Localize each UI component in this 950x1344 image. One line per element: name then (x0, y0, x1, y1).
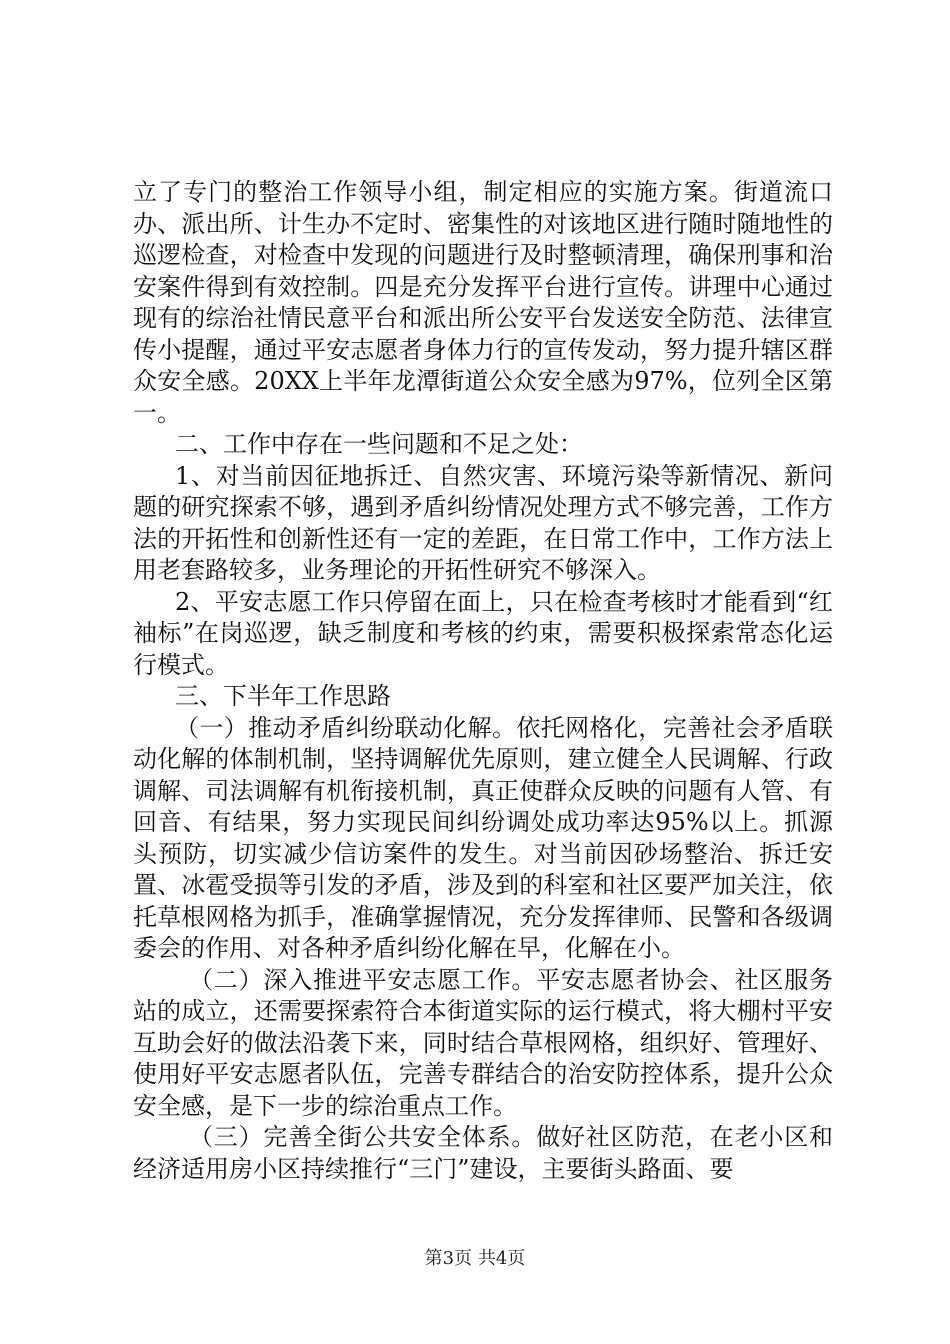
paragraph-problem-2: 2、平安志愿工作只停留在面上，只在检查考核时才能看到“红袖标”在岗巡逻，缺乏制度和考核的约束，需要积极探索常态化运行模式。 (133, 587, 833, 679)
section-heading-plan: 三、下半年工作思路 (175, 682, 391, 710)
document-body (133, 177, 833, 1185)
paragraph-plan-1: （一）推动矛盾纠纷联动化解。依托网格化，完善社会矛盾联动化解的体制机制，坚持调解优先原则，建立健全人民调解、行政调解、司法调解有机衔接机制，真正使群众反映的问题有人管、有回音、有结果，努力实现民间纠纷调处成功率达95%以上。抓源头预防，切实减少信访案件的发生。对当前因砂场整治、拆迁安置、冰雹受损等引发的矛盾，涉及到的科室和社区要严加关注，依托草根网格为抓手，准确掌握情况，充分发挥律师、民警和各级调委会的作用、对各种矛盾纠纷化解在早，化解在小。 (133, 713, 833, 962)
paragraph-plan-2: （二）深入推进平安志愿工作。平安志愿者协会、社区服务站的成立，还需要探索符合本街道实际的运行模式，将大棚村平安互助会好的做法沿袭下来，同时结合草根网格，组织好、管理好、使用好平安志愿者队伍，完善专群结合的治安防控体系，提升公众安全感，是下一步的综治重点工作。 (133, 965, 833, 1120)
section-heading-problems: 二、工作中存在一些问题和不足之处： (175, 430, 583, 458)
paragraph-problem-1: 1、对当前因征地拆迁、自然灾害、环境污染等新情况、新问题的研究探索不够，遇到矛盾纠纷情况处理方式不够完善，工作方法的开拓性和创新性还有一定的差距，在日常工作中，工作方法上用老套路较多，业务理论的开拓性研究不够深入。 (133, 461, 833, 584)
paragraph-continued: 立了专门的整治工作领导小组，制定相应的实施方案。街道流口办、派出所、计生办不定时、密集性的对该地区进行随时随地性的巡逻检查，对检查中发现的问题进行及时整顿清理，确保刑事和治安案件得到有效控制。四是充分发挥平台进行宣传。讲理中心通过现有的综治社情民意平台和派出所公安平台发送安全防范、法律宣传小提醒，通过平安志愿者身体力行的宣传发动，努力提升辖区群众安全感。20XX上半年龙潭街道公众安全感为97%，位列全区第一。 (133, 178, 833, 427)
page-footer: 第3页 共4页 (424, 1248, 526, 1269)
paragraph-plan-3: （三）完善全街公共安全体系。做好社区防范，在老小区和经济适用房小区持续推行“三门”建设，主要街头路面、要 (133, 1123, 833, 1183)
